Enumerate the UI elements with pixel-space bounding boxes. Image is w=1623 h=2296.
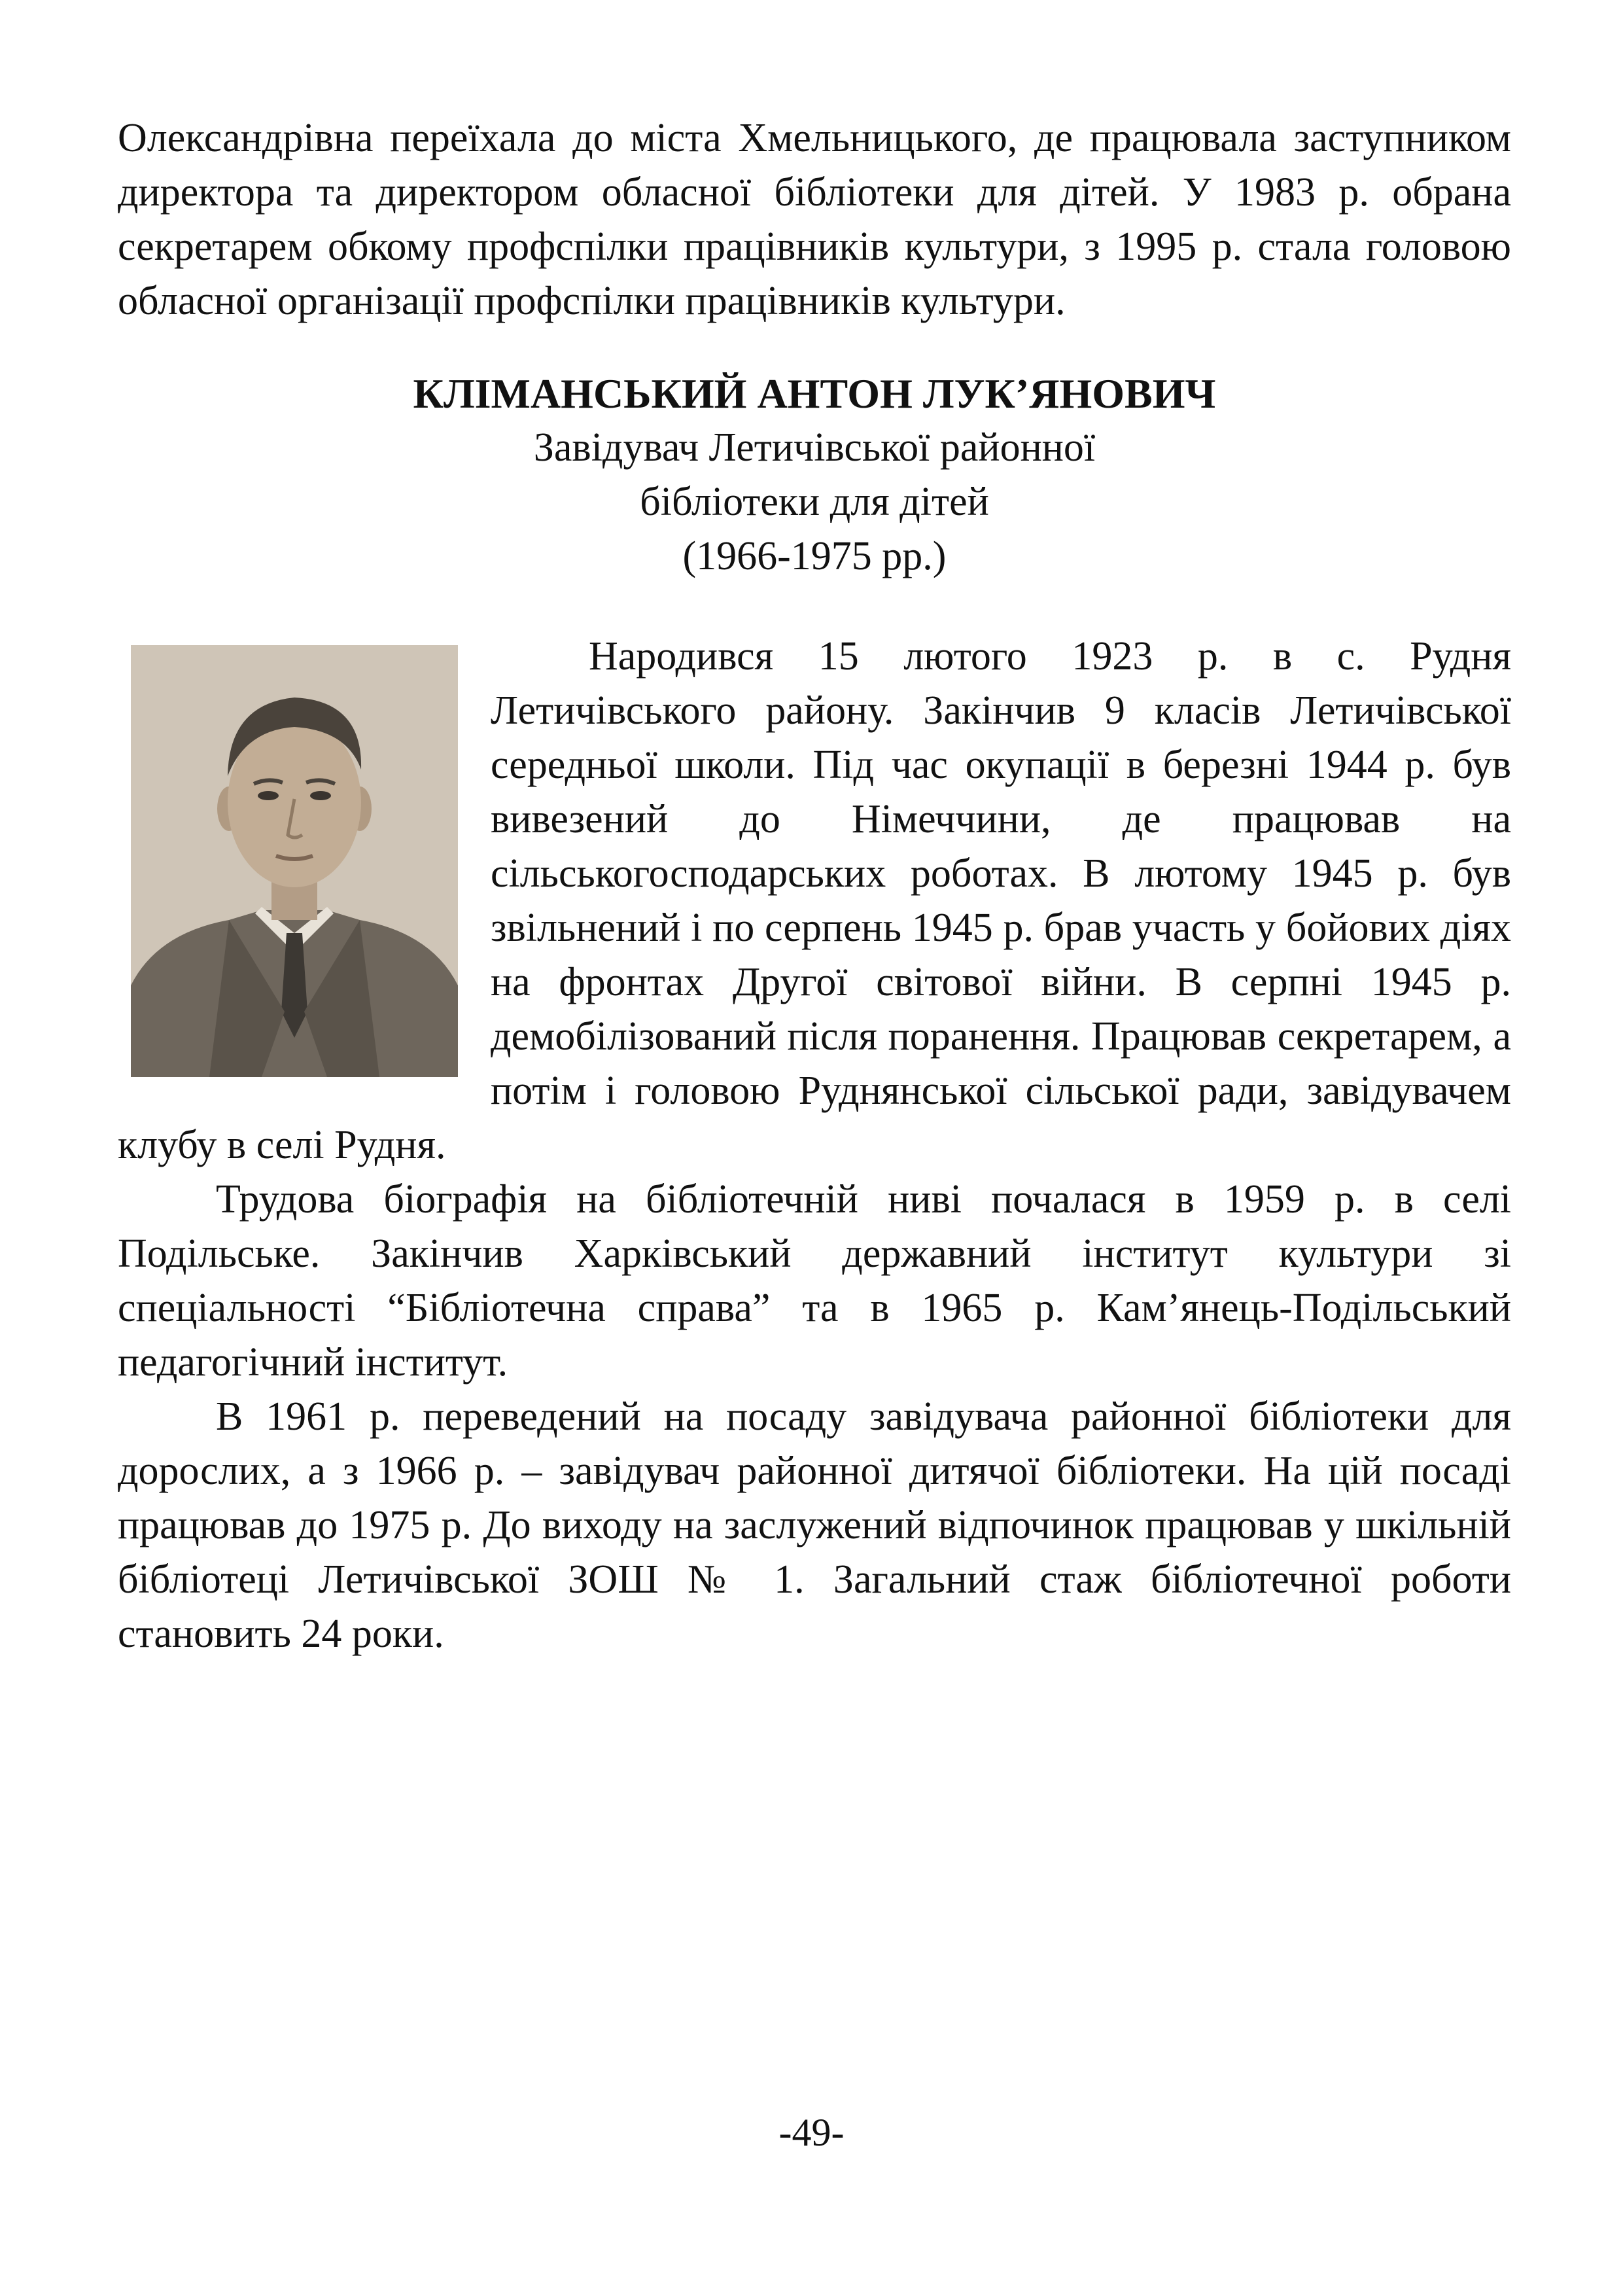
bio-paragraph-2: Трудова біографія на бібліотечній ниві почалася в 1959 р. в селі Подільське. Закінчив Харківський державний інститут культури зі спеціальності “Бібліотечна справа” та в 1965 р. Кам’янець-Подільський педагогічний інститут. xyxy=(118,1177,1511,1385)
page-content xyxy=(118,111,1511,1661)
page-number: -49- xyxy=(778,2111,845,2154)
position-line-2: бібліотеки для дітей xyxy=(640,480,989,524)
intro-paragraph: Олександрівна переїхала до міста Хмельницького, де працювала заступником директора та директором обласної бібліотеки для дітей. У 1983 р. обрана секретарем обкому профспілки працівників культури, з 1995 р. стала головою обласної організації профспілки працівників культури. xyxy=(118,116,1511,323)
position-line-1: Завідувач Летичівської районної xyxy=(533,425,1096,470)
bio-paragraph-3: В 1961 р. переведений на посаду завідувача районної бібліотеки для дорослих, а з 1966 р. – завідувач районної дитячої бібліотеки. На цій посаді працював до 1975 р. До виходу на заслужений відпочинок працював у шкільній бібліотеці Летичівської ЗОШ № 1. Загальний стаж бібліотечної роботи становить 24 роки. xyxy=(118,1394,1511,1656)
portrait-illustration xyxy=(131,645,458,1077)
biography-section xyxy=(118,629,1511,1661)
person-name-heading: КЛІМАНСЬКИЙ АНТОН ЛУК’ЯНОВИЧ xyxy=(413,370,1216,417)
portrait-photo xyxy=(131,645,458,1077)
bio-paragraph-1: Народився 15 лютого 1923 р. в с. Рудня Летичівського району. Закінчив 9 класів Летичівської середньої школи. Під час окупації в березні 1944 р. був вивезений до Німеччини, де працював на сільськогосподарських роботах. В лютому 1945 р. був звільнений і по серпень 1945 р. брав участь у бойових діях на фронтах Другої світової війни. В серпні 1945 р. демобілізований після поранення. Працював секретарем, а потім і головою Руднянської сільської ради, завідувачем клубу в селі Рудня. xyxy=(118,634,1511,1167)
service-years: (1966-1975 рр.) xyxy=(682,534,947,578)
